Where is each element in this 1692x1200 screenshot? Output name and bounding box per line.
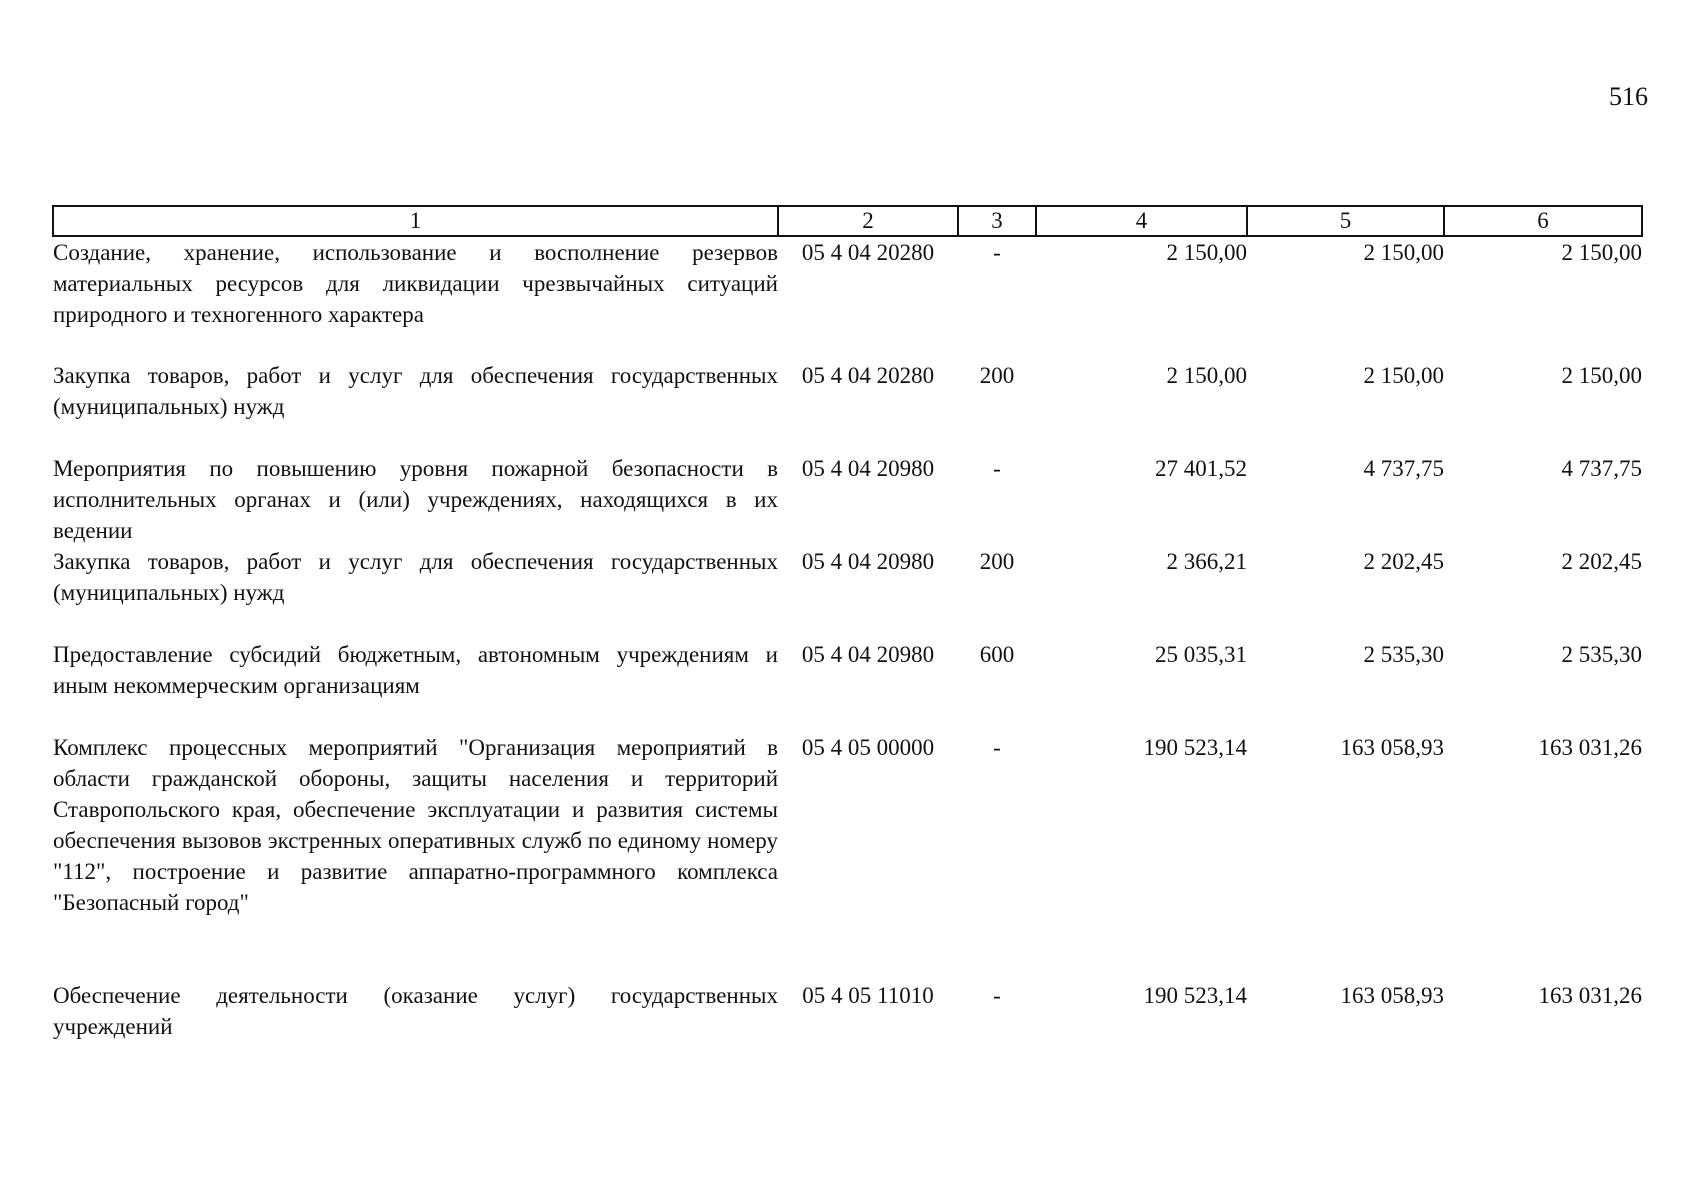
column-header-2: 2 <box>778 206 958 236</box>
row-value-6: 163 031,26 <box>1538 983 1642 1008</box>
row-name: Закупка товаров, работ и услуг для обеспечения государственных (муниципальных) нужд <box>53 363 778 419</box>
table-row <box>53 453 1642 546</box>
row-value-6: 2 202,45 <box>1561 549 1642 574</box>
row-code: 05 4 04 20980 <box>801 549 935 574</box>
row-value-4: 2 150,00 <box>1166 240 1247 265</box>
row-value-6: 2 150,00 <box>1561 363 1642 388</box>
page-number: 516 <box>1609 82 1648 111</box>
table-row <box>53 980 1642 1042</box>
row-value-4: 25 035,31 <box>1155 642 1247 667</box>
row-type: - <box>993 735 1001 760</box>
budget-table <box>52 205 1643 1042</box>
row-value-6: 2 535,30 <box>1561 642 1642 667</box>
row-name: Предоставление субсидий бюджетным, автономным учреждениям и иным некоммерческим организациям <box>53 642 778 698</box>
table-row <box>53 360 1642 453</box>
row-value-5: 2 535,30 <box>1363 642 1444 667</box>
row-value-6: 4 737,75 <box>1561 456 1642 481</box>
row-code: 05 4 05 00000 <box>801 735 935 760</box>
row-name: Обеспечение деятельности (оказание услуг) государственных учреждений <box>53 983 778 1039</box>
row-code: 05 4 04 20280 <box>801 363 935 388</box>
table-row <box>53 236 1642 360</box>
table-row <box>53 546 1642 639</box>
row-value-5: 2 150,00 <box>1363 240 1444 265</box>
row-name: Создание, хранение, использование и восполнение резервов материальных ресурсов для ликвидации чрезвычайных ситуаций природного и техногенного характера <box>53 240 778 327</box>
row-value-4: 190 523,14 <box>1143 983 1247 1008</box>
row-type: 600 <box>979 642 1015 667</box>
column-header-1: 1 <box>53 206 778 236</box>
row-name: Комплекс процессных мероприятий "Организация мероприятий в области гражданской обороны, защиты населения и территорий Ставропольского края, обеспечение эксплуатации и развития системы обеспечения вызовов экстренных оперативных служб по единому номеру "112", построение и развитие аппаратно-программного комплекса "Безопасный город" <box>53 735 778 915</box>
row-value-5: 163 058,93 <box>1340 983 1444 1008</box>
row-code: 05 4 04 20280 <box>801 240 935 265</box>
row-code: 05 4 04 20980 <box>801 642 935 667</box>
row-type: 200 <box>979 549 1015 574</box>
row-type: - <box>993 240 1001 265</box>
row-name: Закупка товаров, работ и услуг для обеспечения государственных (муниципальных) нужд <box>53 549 778 605</box>
row-value-4: 2 150,00 <box>1166 363 1247 388</box>
row-value-4: 27 401,52 <box>1155 456 1247 481</box>
row-code: 05 4 05 11010 <box>802 983 934 1008</box>
row-value-5: 4 737,75 <box>1363 456 1444 481</box>
row-value-5: 2 150,00 <box>1363 363 1444 388</box>
table-row <box>53 732 1642 980</box>
column-header-3: 3 <box>958 206 1036 236</box>
column-header-4: 4 <box>1036 206 1247 236</box>
row-value-4: 2 366,21 <box>1166 549 1247 574</box>
row-type: - <box>993 456 1001 481</box>
row-value-4: 190 523,14 <box>1143 735 1247 760</box>
row-code: 05 4 04 20980 <box>801 456 935 481</box>
row-name: Мероприятия по повышению уровня пожарной безопасности в исполнительных органах и (или) учреждениях, находящихся в их ведении <box>53 456 778 543</box>
table-row <box>53 639 1642 732</box>
row-type: 200 <box>979 363 1015 388</box>
row-value-6: 163 031,26 <box>1538 735 1642 760</box>
row-type: - <box>993 983 1001 1008</box>
row-value-6: 2 150,00 <box>1561 240 1642 265</box>
table-header-row <box>53 206 1642 236</box>
column-header-5: 5 <box>1247 206 1444 236</box>
row-value-5: 2 202,45 <box>1363 549 1444 574</box>
row-value-5: 163 058,93 <box>1340 735 1444 760</box>
column-header-6: 6 <box>1444 206 1642 236</box>
